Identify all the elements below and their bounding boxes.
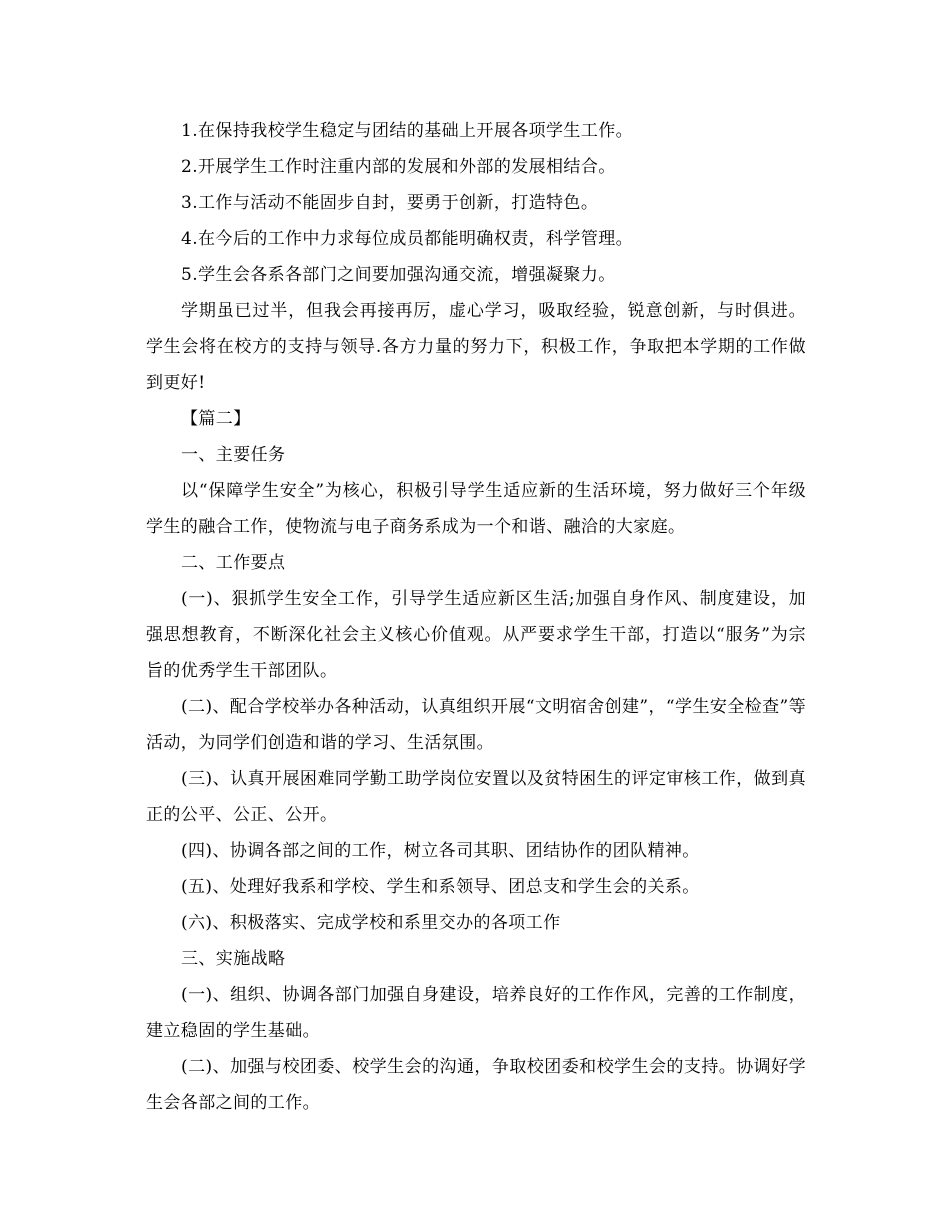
strategy-1: (一)、组织、协调各部门加强自身建设，培养良好的工作作风，完善的工作制度，建立稳固的学生基础。 xyxy=(146,985,806,1041)
list-item-4: 4.在今后的工作中力求每位成员都能明确权责，科学管理。 xyxy=(181,229,634,249)
list-item-1: 1.在保持我校学生稳定与团结的基础上开展各项学生工作。 xyxy=(181,121,634,141)
list-item-5: 5.学生会各系各部门之间要加强沟通交流，增强凝聚力。 xyxy=(181,265,616,285)
heading-main-tasks: 一、主要任务 xyxy=(181,445,286,465)
list-item-2: 2.开展学生工作时注重内部的发展和外部的发展相结合。 xyxy=(181,157,616,177)
section-heading-part-two: 【篇二】 xyxy=(181,409,251,429)
work-point-6: (六)、积极落实、完成学校和系里交办的各项工作 xyxy=(181,913,561,933)
work-point-2: (二)、配合学校举办各种活动，认真组织开展“文明宿舍创建”，“学生安全检查”等活动，为同学们创造和谐的学习、生活氛围。 xyxy=(146,697,806,753)
work-point-1: (一)、狠抓学生安全工作，引导学生适应新区生活;加强自身作风、制度建设，加强思想教育，不断深化社会主义核心价值观。从严要求学生干部，打造以“服务”为宗旨的优秀学生干部团队。 xyxy=(146,589,806,681)
main-tasks-paragraph: 以“保障学生安全”为核心，积极引导学生适应新的生活环境，努力做好三个年级学生的融合工作，使物流与电子商务系成为一个和谐、融洽的大家庭。 xyxy=(146,481,806,537)
heading-work-points: 二、工作要点 xyxy=(181,553,286,573)
document-page xyxy=(146,113,806,1121)
heading-strategy: 三、实施战略 xyxy=(181,949,286,969)
summary-paragraph: 学期虽已过半，但我会再接再厉，虚心学习，吸取经验，锐意创新，与时俱进。学生会将在校方的支持与领导.各方力量的努力下，积极工作，争取把本学期的工作做到更好! xyxy=(146,301,806,393)
list-item-3: 3.工作与活动不能固步自封，要勇于创新，打造特色。 xyxy=(181,193,599,213)
work-point-3: (三)、认真开展困难同学勤工助学岗位安置以及贫特困生的评定审核工作，做到真正的公平、公正、公开。 xyxy=(146,769,806,825)
strategy-2: (二)、加强与校团委、校学生会的沟通，争取校团委和校学生会的支持。协调好学生会各部之间的工作。 xyxy=(146,1057,806,1113)
work-point-4: (四)、协调各部之间的工作，树立各司其职、团结协作的团队精神。 xyxy=(181,841,700,861)
work-point-5: (五)、处理好我系和学校、学生和系领导、团总支和学生会的关系。 xyxy=(181,877,700,897)
